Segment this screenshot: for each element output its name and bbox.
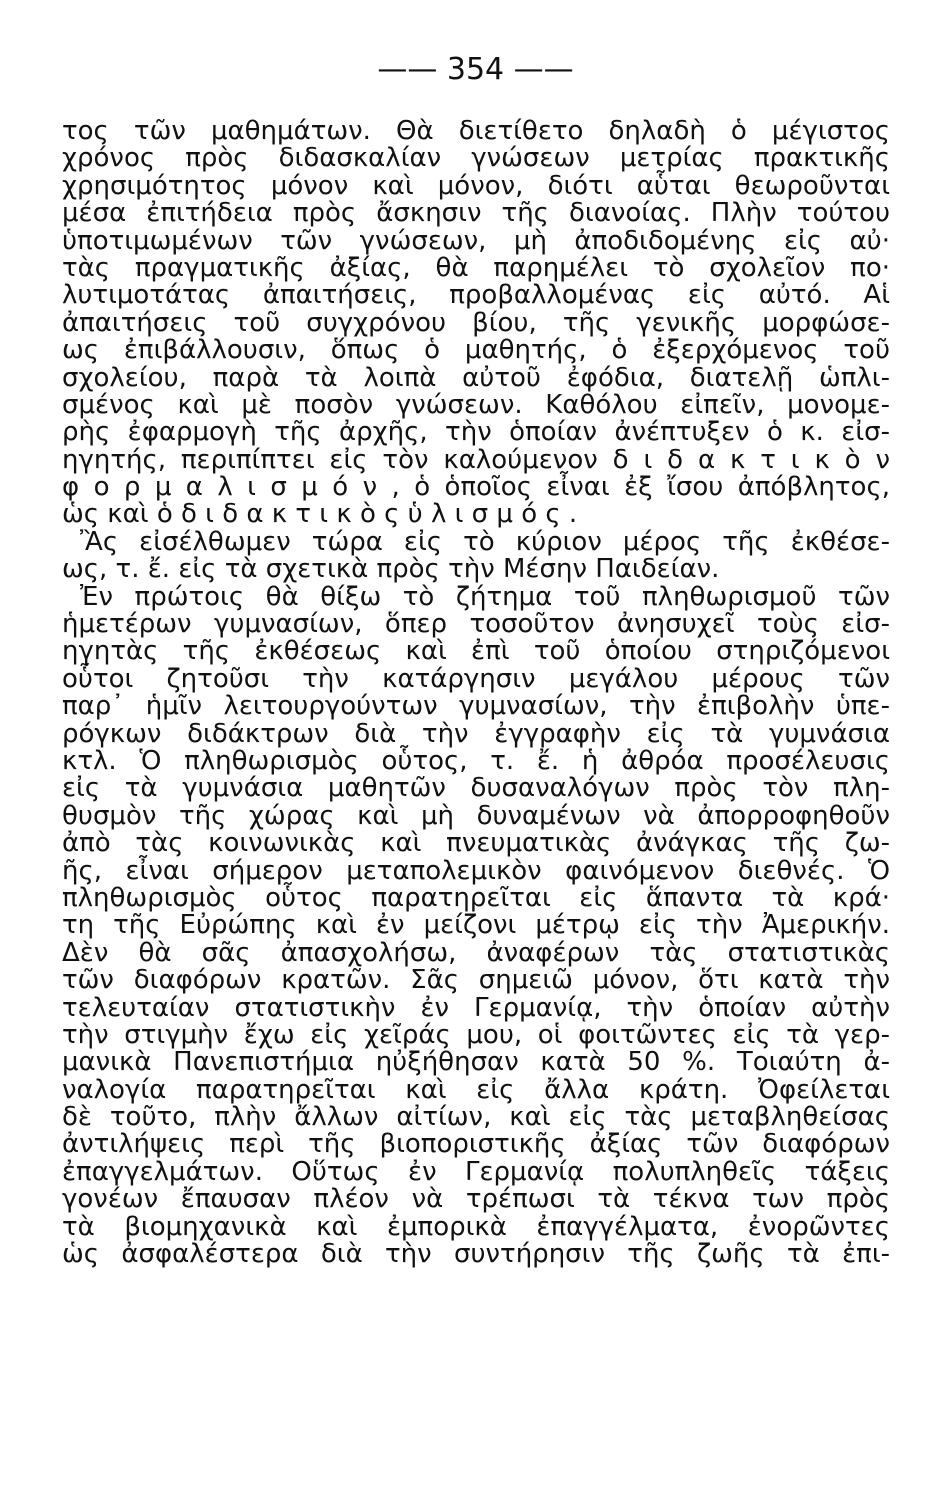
text-line: δὲ τοῦτο, πλὴν ἄλλων αἰτίων, καὶ εἰς τὰς μεταβληθείσας bbox=[62, 1102, 890, 1133]
text-line: εἰς τὰ γυμνάσια μαθητῶν δυσαναλόγων πρὸς τὸν πλη- bbox=[62, 773, 890, 804]
text-line: ὡς ἀσφαλέστερα διὰ τὴν συντήρησιν τῆς ζωῆς τὰ ἐπι- bbox=[62, 1239, 890, 1270]
text-line: ηγητής, περιπίπτει εἰς τὸν καλούμενον δ ι δ α κ τ ι κ ὸ ν bbox=[62, 444, 890, 475]
text-line: ἀπὸ τὰς κοινωνικὰς καὶ πνευματικὰς ἀνάγκας τῆς ζω- bbox=[62, 828, 890, 859]
text-line: τὰς πραγματικῆς ἀξίας, θὰ παρημέλει τὸ σχολεῖον πο· bbox=[62, 252, 890, 283]
text-line: τὴν στιγμὴν ἔχω εἰς χεῖράς μου, οἱ φοιτῶντες εἰς τὰ γερ- bbox=[62, 1019, 890, 1050]
text-line: λυτιμοτάτας ἀπαιτήσεις, προβαλλομένας εἰς αὐτό. Αἱ bbox=[62, 280, 890, 311]
text-line: ως ἐπιβάλλουσιν, ὅπως ὁ μαθητής, ὁ ἐξερχόμενος τοῦ bbox=[62, 335, 890, 366]
text-line: τὰ βιομηχανικὰ καὶ ἐμπορικὰ ἐπαγγέλματα, ἐνορῶντες bbox=[62, 1211, 890, 1242]
text-line: σμένος καὶ μὲ ποσὸν γνώσεων. Καθόλου εἰπεῖν, μονομε- bbox=[62, 389, 890, 420]
text-line: χρόνος πρὸς διδασκαλίαν γνώσεων μετρίας πρακτικῆς bbox=[62, 143, 890, 174]
text-line: τη τῆς Εὐρώπης καὶ ἐν μείζονι μέτρῳ εἰς τὴν Ἀμερικήν. bbox=[62, 910, 890, 941]
text-line: ως, τ. ἔ. εἰς τὰ σχετικὰ πρὸς τὴν Μέσην Παιδείαν. bbox=[62, 554, 720, 585]
text-line: σχολείου, παρὰ τὰ λοιπὰ αὐτοῦ ἐφόδια, διατελῇ ὡπλι- bbox=[62, 362, 890, 393]
text-line: χρησιμότητος μόνον καὶ μόνον, διότι αὗται θεωροῦνται bbox=[62, 170, 890, 201]
text-line: φ ο ρ μ α λ ι σ μ ό ν , ὁ ὁποῖος εἶναι ἐξ ἴσου ἀπόβλητος, bbox=[62, 472, 890, 503]
text-line: Ἂς εἰσέλθωμεν τώρα εἰς τὸ κύριον μέρος τῆς ἐκθέσε- bbox=[80, 526, 890, 557]
text-line: ὡς καὶ ὁ δ ι δ α κ τ ι κ ὸ ς ὑ λ ι σ μ ό ς . bbox=[62, 499, 578, 530]
text-line: ηγητὰς τῆς ἐκθέσεως καὶ ἐπὶ τοῦ ὁποίου στηριζόμενοι bbox=[62, 636, 890, 667]
text-line: ἐπαγγελμάτων. Οὕτως ἐν Γερμανίᾳ πολυπληθεῖς τάξεις bbox=[62, 1156, 890, 1187]
text-line: Ἐν πρώτοις θὰ θίξω τὸ ζήτημα τοῦ πληθωρισμοῦ τῶν bbox=[80, 581, 890, 612]
text-line: ἀντιλήψεις περὶ τῆς βιοποριστικῆς ἀξίας τῶν διαφόρων bbox=[62, 1129, 890, 1160]
text-line: τος τῶν μαθημάτων. Θὰ διετίθετο δηλαδὴ ὁ μέγιστος bbox=[62, 116, 890, 146]
text-line: παρ᾽ ἡμῖν λειτουργούντων γυμνασίων, τὴν ἐπιβολὴν ὑπε- bbox=[62, 691, 890, 722]
text-line: οὗτοι ζητοῦσι τὴν κατάργησιν μεγάλου μέρους τῶν bbox=[62, 663, 890, 694]
text-line: ρόγκων διδάκτρων διὰ τὴν ἐγγραφὴν εἰς τὰ γυμνάσια bbox=[62, 718, 890, 749]
text-line: μέσα ἐπιτήδεια πρὸς ἄσκησιν τῆς διανοίας. Πλὴν τούτου bbox=[62, 198, 890, 229]
text-line: ἀπαιτήσεις τοῦ συγχρόνου βίου, τῆς γενικῆς μορφώσε- bbox=[62, 307, 890, 338]
page-number: —— 354 —— bbox=[377, 52, 574, 87]
text-line: τελευταίαν στατιστικὴν ἐν Γερμανίᾳ, τὴν ὁποίαν αὐτὴν bbox=[62, 992, 890, 1023]
text-line: θυσμὸν τῆς χώρας καὶ μὴ δυναμένων νὰ ἀπορροφηθοῦν bbox=[62, 800, 890, 831]
text-line: ὑποτιμωμένων τῶν γνώσεων, μὴ ἀποδιδομένης εἰς αὐ· bbox=[62, 225, 890, 256]
text-line: ναλογία παρατηρεῖται καὶ εἰς ἄλλα κράτη. Ὀφείλεται bbox=[62, 1074, 890, 1105]
text-line: κτλ. Ὁ πληθωρισμὸς οὗτος, τ. ἔ. ἡ ἀθρόα προσέλευσις bbox=[62, 745, 890, 776]
text-line: Δὲν θὰ σᾶς ἀπασχολήσω, ἀναφέρων τὰς στατιστικὰς bbox=[62, 937, 890, 968]
text-line: γονέων ἔπαυσαν πλέον νὰ τρέπωσι τὰ τέκνα των πρὸς bbox=[62, 1184, 890, 1215]
text-line: ρὴς ἐφαρμογὴ τῆς ἀρχῆς, τὴν ὁποίαν ἀνέπτυξεν ὁ κ. εἰσ- bbox=[62, 417, 890, 448]
text-line: πληθωρισμὸς οὗτος παρατηρεῖται εἰς ἅπαντα τὰ κρά· bbox=[62, 882, 890, 913]
text-line: τῶν διαφόρων κρατῶν. Σᾶς σημειῶ μόνον, ὅτι κατὰ τὴν bbox=[62, 965, 890, 996]
body-text bbox=[62, 118, 890, 1268]
text-line: ἡμετέρων γυμνασίων, ὅπερ τοσοῦτον ἀνησυχεῖ τοὺς εἰσ- bbox=[62, 609, 890, 640]
text-line: ῆς, εἶναι σήμερον μεταπολεμικὸν φαινόμενον διεθνές. Ὁ bbox=[62, 855, 890, 886]
text-line: μανικὰ Πανεπιστήμια ηὐξήθησαν κατὰ 50 %. Τοιαύτη ἀ- bbox=[62, 1047, 890, 1078]
